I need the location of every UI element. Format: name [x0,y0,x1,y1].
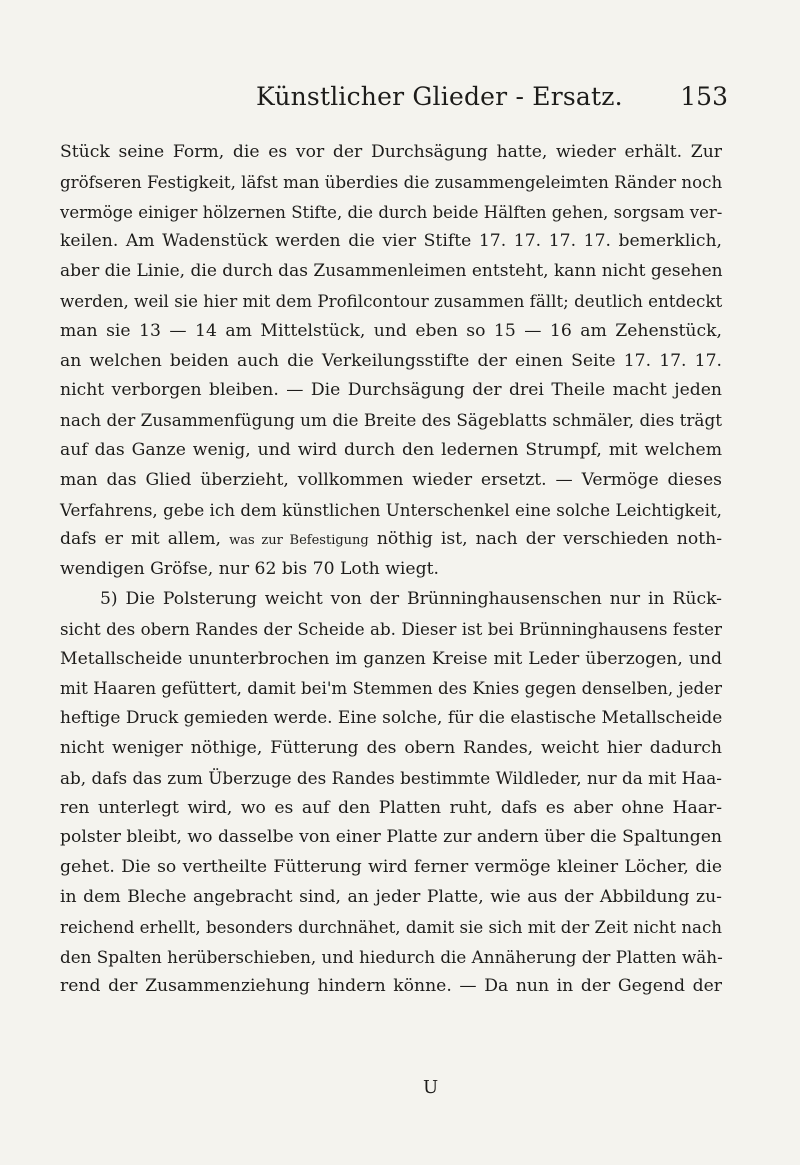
text-line: nicht verborgen bleiben. — Die Durchsägung der drei Theile macht jeden [60,380,722,401]
signature-mark: U [423,1077,439,1098]
text-line: man das Glied überzieht, vollkommen wieder ersetzt. — Vermöge dieses [60,469,722,490]
body-text [60,138,722,1002]
text-line: polster bleibt, wo dasselbe von einer Platte zur andern über die Spaltungen [60,827,722,848]
paragraph-end-line: wendigen Gröfse, nur 62 bis 70 Loth wiegt. [60,559,439,580]
text-line: nicht weniger nöthige, Fütterung des obern Randes, weicht hier dadurch [60,737,722,758]
text-line: mit Haaren gefüttert, damit bei'm Stemmen des Knies gegen denselben, jeder [60,679,722,699]
text-line: reichend erhellt, besonders durchnähet, damit sie sich mit der Zeit nicht nach [60,917,722,937]
text-line: den Spalten herüberschieben, und hiedurch die Annäherung der Platten wäh- [60,946,723,967]
text-line: heftige Druck gemieden werde. Eine solche, für die elastische Metallscheide [60,708,723,729]
text-line: in dem Bleche angebracht sind, an jeder Platte, wie aus der Abbildung zu- [60,886,722,907]
text-line: werden, weil sie hier mit dem Profilcontour zusammen fällt; deutlich entdeckt [60,290,723,311]
text-line-mixed [60,525,722,555]
text-line: an welchen beiden auch die Verkeilungsstifte der einen Seite 17. 17. 17. [60,350,722,371]
text-line: aber die Linie, die durch das Zusammenleimen entsteht, kann nicht gesehen [60,261,723,282]
text-line: Stück seine Form, die es vor der Durchsägung hatte, wieder erhält. Zur [60,142,722,162]
page-number: 153 [680,82,728,111]
text-line: gröfseren Festigkeit, läfst man überdies die zusammengeleimten Ränder noch [60,172,723,192]
text-line: sicht des obern Randes der Scheide ab. Dieser ist bei Brünninghausens fester [60,618,722,639]
text-line: nach der Zusammenfügung um die Breite des Sägeblatts schmäler, dies trägt [60,410,722,431]
paragraph-start-line: 5) Die Polsterung weicht von der Brünninghausenschen nur in Rück- [100,588,722,609]
text-line: rend der Zusammenziehung hindern könne. — Da nun in der Gegend der [60,976,722,997]
small-print-segment: was zur Befestigung [229,533,369,549]
page-header [256,82,728,122]
text-segment: nöthig ist, nach der verschieden noth- [376,529,723,550]
text-line: ab, dafs das zum Überzuge des Randes bestimmte Wildleder, nur da mit Haa- [60,767,722,788]
text-segment: dafs er mit allem, [60,529,221,550]
text-line: Verfahrens, gebe ich dem künstlichen Unterschenkel eine solche Leichtigkeit, [60,499,722,520]
text-line: keilen. Am Wadenstück werden die vier Stifte 17. 17. 17. 17. bemerklich, [60,231,722,252]
text-line: Metallscheide ununterbrochen im ganzen Kreise mit Leder überzogen, und [60,648,722,669]
text-line: auf das Ganze wenig, und wird durch den ledernen Strumpf, mit welchem [60,439,722,460]
text-line: man sie 13 — 14 am Mittelstück, und eben so 15 — 16 am Zehenstück, [60,320,722,341]
text-line: gehet. Die so vertheilte Fütterung wird ferner vermöge kleiner Löcher, die [60,857,722,878]
running-title: Künstlicher Glieder - Ersatz. [256,82,623,111]
text-line: ren unterlegt wird, wo es auf den Platten ruht, dafs es aber ohne Haar- [60,797,722,818]
text-line: vermöge einiger hölzernen Stifte, die durch beide Hälften gehen, sorgsam ver- [60,202,723,222]
